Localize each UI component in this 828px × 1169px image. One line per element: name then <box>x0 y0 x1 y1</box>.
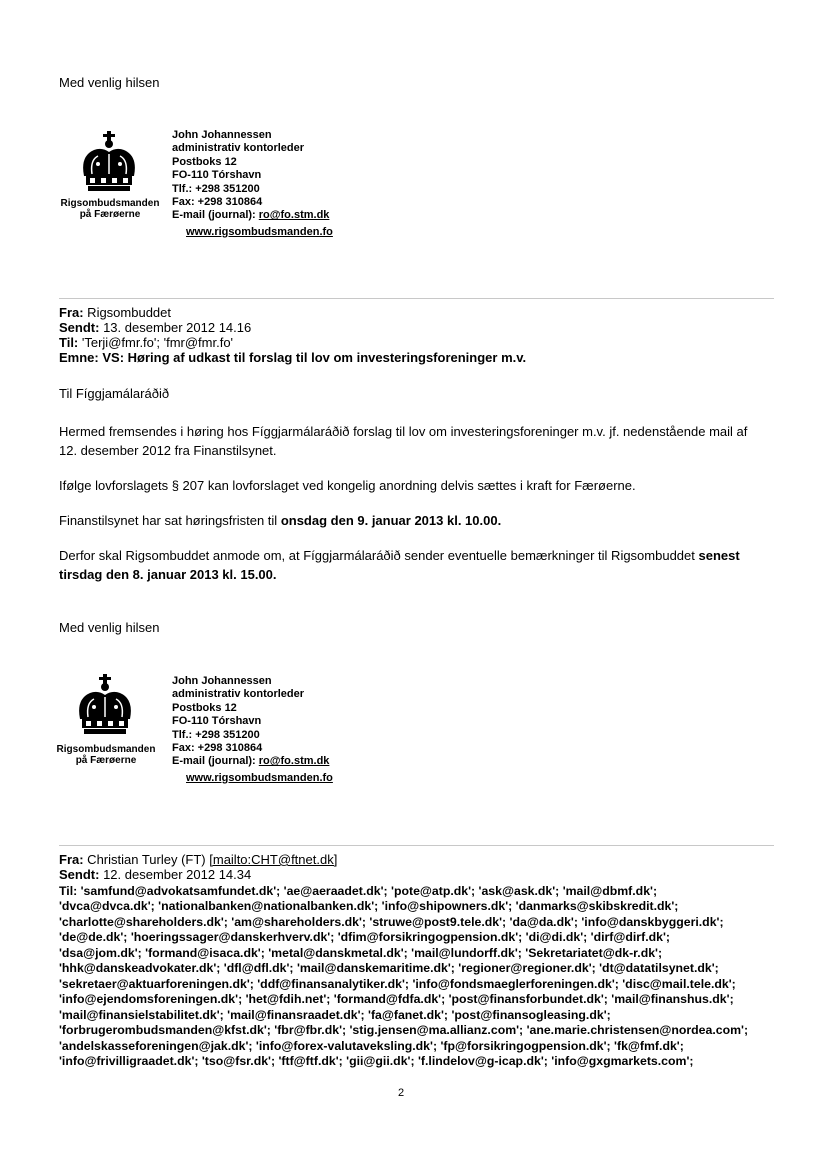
signature-email-link[interactable]: ro@fo.stm.dk <box>258 755 330 768</box>
signature-email-label: E-mail (journal): <box>172 755 259 768</box>
recipient-line: 'sekretaer@aktuarforeningen.dk'; 'ddf@finansanalytiker.dk'; 'info@fondsmaeglerforeningen.dk'; 'disc@mail.tele.dk'; <box>59 976 736 991</box>
signature-phone: Tlf.: +298 351200 <box>172 728 260 741</box>
email1-salutation: Til Fíggjamálaráðið <box>59 386 170 401</box>
greeting-top: Med venlig hilsen <box>59 75 160 90</box>
logo-caption-line1: Rigsombudsmanden <box>56 744 156 755</box>
email1-from-row <box>59 305 171 320</box>
signature-address2: FO-110 Tórshavn <box>172 169 262 182</box>
email2-sent-label: Sendt: <box>59 867 100 882</box>
logo-caption-line1: Rigsombudsmanden <box>60 198 160 209</box>
recipient-line: 'info@frivilligraadet.dk'; 'tso@fsr.dk'; 'ftf@ftf.dk'; 'gii@gii.dk'; 'f.lindelov@g-icap.dk'; 'info@gxgmarkets.com'; <box>59 1053 694 1068</box>
email1-deadline2: senest tirsdag den 8. januar 2013 kl. 15.00. <box>59 548 740 582</box>
email1-sent: 13. desember 2012 14.16 <box>99 320 252 335</box>
email2-sent: 12. desember 2012 14.34 <box>99 867 252 882</box>
email2-to-label: Til: <box>59 884 78 898</box>
email1-to-label: Til: <box>59 335 79 350</box>
recipient-line: 'info@ejendomsforeningen.dk'; 'het@fdih.net'; 'formand@fdfa.dk'; 'post@finansforbundet.dk'; 'mail@finanshus.dk'; <box>59 992 734 1007</box>
email1-paragraph2: Ifølge lovforslagets § 207 kan lovforslaget ved kongelig anordning delvis sættes i kraft for Færøerne. <box>59 478 636 493</box>
email2-from-row <box>59 852 337 867</box>
email2-sent-row <box>59 867 251 882</box>
email2-mailto-link[interactable]: [mailto:CHT@ftnet.dk] <box>209 852 338 867</box>
logo-caption-line2: på Færøerne <box>75 755 137 766</box>
email2-from: Christian Turley (FT) <box>83 852 210 867</box>
signature-phone: Tlf.: +298 351200 <box>172 182 260 195</box>
email1-sent-label: Sendt: <box>59 320 100 335</box>
recipient-line: 'de@de.dk'; 'hoeringssager@danskerhverv.dk'; 'dfim@forsikringogpension.dk'; 'di@di.dk'; 'dirf@dirf.dk'; <box>59 930 670 945</box>
email1-subject: VS: Høring af udkast til forslag til lov om investeringsforeninger m.v. <box>98 350 527 365</box>
recipient-line: 'hhk@danskeadvokater.dk'; 'dfl@dfl.dk'; 'mail@danskemaritime.dk'; 'regioner@regioner.dk'; 'dt@datatilsynet.dk'; <box>59 961 719 976</box>
recipient-line: 'forbrugerombudsmanden@kfst.dk'; 'fbr@fbr.dk'; 'stig.jensen@ma.allianz.com'; 'ane.marie.christensen@nordea.com'; <box>59 1023 749 1038</box>
email1-paragraph3 <box>59 511 759 530</box>
email1-from-label: Fra: <box>59 305 84 320</box>
recipient-line: 'dsa@jom.dk'; 'formand@isaca.dk'; 'metal@danskmetal.dk'; 'mail@lundorff.dk'; 'Sekretariatet@dk-r.dk'; <box>59 945 663 960</box>
crown-logo-icon <box>74 673 136 739</box>
signature-title: administrativ kontorleder <box>172 142 305 155</box>
email2-recipients <box>59 884 779 1069</box>
recipient-line: 'charlotte@shareholders.dk'; 'am@shareholders.dk'; 'struwe@post9.tele.dk'; 'da@da.dk'; 'info@danskbyggeri.dk'; <box>59 914 724 929</box>
signature-website-link[interactable]: www.rigsombudsmanden.fo <box>186 225 333 238</box>
separator-line <box>59 298 774 299</box>
page-number: 2 <box>398 1087 405 1099</box>
signature-fax: Fax: +298 310864 <box>172 196 263 209</box>
signature-address1: Postboks 12 <box>172 155 237 168</box>
signature-email-label: E-mail (journal): <box>172 209 259 222</box>
email1-sent-row <box>59 320 251 335</box>
signature-name: John Johannessen <box>172 675 272 687</box>
signature-website-link[interactable]: www.rigsombudsmanden.fo <box>186 771 333 784</box>
recipient-line-text: 'samfund@advokatsamfundet.dk'; 'ae@aeraadet.dk'; 'pote@atp.dk'; 'ask@ask.dk'; 'mail@dbmf.dk'; <box>77 884 658 898</box>
signature-title: administrativ kontorleder <box>172 688 305 701</box>
recipient-line: 'mail@finansielstabilitet.dk'; 'mail@finansraadet.dk'; 'fa@fanet.dk'; 'post@finansogleasing.dk'; <box>59 1007 611 1022</box>
signature-email-link[interactable]: ro@fo.stm.dk <box>258 209 330 222</box>
signature-name: John Johannessen <box>172 129 272 141</box>
recipient-line: 'dvca@dvca.dk'; 'nationalbanken@nationalbanken.dk'; 'info@shipowners.dk'; 'danmarks@skibskredit.dk'; <box>59 899 679 914</box>
signature-email-row <box>172 209 333 222</box>
crown-logo-icon <box>78 130 140 196</box>
email1-subject-row <box>59 350 526 365</box>
email1-paragraph3-text: Finanstilsynet har sat høringsfristen til <box>59 513 281 528</box>
email1-paragraph4-text: Derfor skal Rigsombuddet anmode om, at Fíggjarmálaráðið sender eventuelle bemærkninger til Rigsombuddet <box>59 548 699 563</box>
email1-paragraph4 <box>59 546 759 584</box>
signature-address1: Postboks 12 <box>172 701 237 714</box>
email2-from-label: Fra: <box>59 852 84 867</box>
signature-fax: Fax: +298 310864 <box>172 742 263 755</box>
email1-to-row <box>59 335 233 350</box>
email1-deadline: onsdag den 9. januar 2013 kl. 10.00. <box>280 513 502 528</box>
email1-to: 'Terji@fmr.fo'; 'fmr@fmr.fo' <box>78 335 234 350</box>
email1-from: Rigsombuddet <box>83 305 172 320</box>
greeting-bottom: Med venlig hilsen <box>59 620 160 635</box>
logo-caption-line2: på Færøerne <box>79 209 141 220</box>
recipient-line: 'andelskasseforeningen@jak.dk'; 'info@forex-valutaveksling.dk'; 'fp@forsikringogpension.dk'; 'fk@fmf.dk'; <box>59 1038 684 1053</box>
signature-email-row <box>172 755 333 768</box>
signature-website-row <box>172 772 333 785</box>
recipient-line <box>59 884 779 899</box>
signature-address2: FO-110 Tórshavn <box>172 715 262 728</box>
signature-website-row <box>172 226 333 239</box>
separator-line <box>59 845 774 846</box>
email1-paragraph1: Hermed fremsendes i høring hos Fíggjarmálaráðið forslag til lov om investeringsforeninger m.v. jf. nedenstående mail af 12. desember 2012 fra Finanstilsynet. <box>59 424 748 458</box>
email1-subject-label: Emne: <box>59 350 99 365</box>
